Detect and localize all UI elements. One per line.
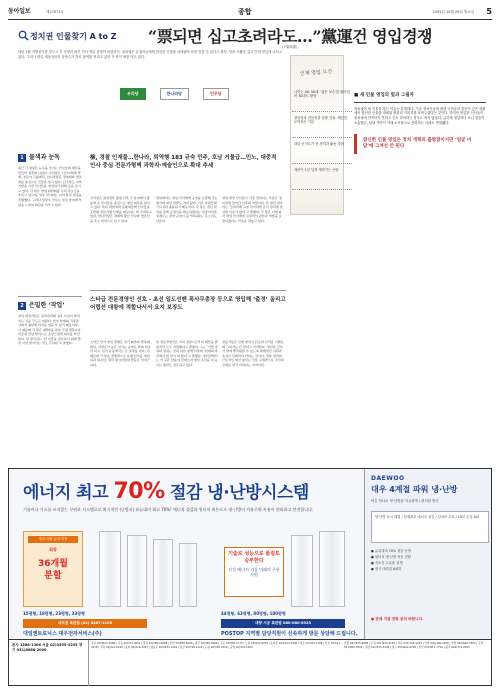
- lede-paragraph: 내년 5월 지방선거를 앞두고 각 정당의 외부 인사 영입 경쟁이 치열하다. 정치권은 유권자들에게 참신한 인물을 내세워야 표를 얻을 수 있다고 판단, 당의 사활을 걸고 인재 영입에 나서고 있다. 그러나 영입 대상자들의 상당수가 정치 참여를 꺼리고 있어 각 당이 애를 먹고 있다.: [18, 50, 282, 59]
- ad-badge: [224, 547, 284, 597]
- aircon-unit-image: [319, 531, 345, 607]
- bullet-item: ● 유류대비 70% 절감 난방: [371, 549, 411, 553]
- ad-right-contact: ● 판매 지점 전화 문의 바랍니다.: [371, 617, 424, 621]
- dealer-list-seoul: 강남 02)3461-5588 | 강동 02)474-0052 | 강서 02)2662-0888 | 관악 02)888-8280 | 광진 02)456-0066 | 구로 02)856-2770 | 노원 02)932-6700 | 동대문 02)2212-3300 | 마포 02)323-7788 | 서초 02)521-4478 | 성북 02)921-0040 | 송파 02)416-4433 | 영등포 02)2633-1101 | 용산 02)798-1220 | 은평 02)356-2500 | 중랑 02)432-1500: [91, 642, 341, 649]
- page-number: 5: [486, 7, 492, 16]
- ad-right-panel: [364, 469, 492, 640]
- tip-item: 참신성과 전문성을 갖춘 인물. 깨끗한 도덕성은 기본: [292, 112, 352, 138]
- article-2-title: 은밀한 ‘작업’: [29, 302, 65, 309]
- dealer-directory: [8, 640, 492, 686]
- promo-box: [23, 531, 83, 607]
- party-logos: [120, 88, 229, 100]
- divider: [90, 290, 286, 291]
- column-2-body-1: 우리당은 참여정부 출범 이후 각 분야에서 활동해 온 인사들을 중심으로 영입 대상을 넓히고 있다. 특히 과학계와 문화예술계 인사들을 포함해 전문가형 인재를 확보하는 데 주력하고 있다. 한나라당은 경제계 출신 인사와 법조인을 주요 대상으로 삼고 있다.: [90, 196, 152, 223]
- article-1-body: 최근 각 정당은 눈독을 들이는 인사들의 명단을 만들어 접촉에 나섰다. 우리당은 시민사회와 학계, 전문가 그룹에서, 한나라당은 경제계와 법조계를 중심으로 인물을 찾고 있다. 민주당도 지역 기반을 가진 인사들을 영입하기 위해 공을 들이고 있다. 각 당은 영입 위원회를 꾸려 후보군을 추리고 있으며, 일부 인사와는 이미 물밑 접촉을 진행했다. 그러나 상당수 인사는 정치 참여에 부담을 느끼며 확답을 미루고 있다.: [18, 166, 82, 207]
- middle-headline-1: 檢, 경찰 인재풀…한나라, 퇴역행 183 규숙 민주, 호남 거물급…민노, 대중적 인사 중심 전문가형벽 과학자·예술인으로 확대 추세: [90, 155, 277, 170]
- company-left: 대일엔트로닉스 대우전자서비스(주): [23, 631, 102, 637]
- article-1-title: 물색과 눈독: [29, 154, 61, 161]
- company-right: POSTOP 지역별 담당직원이 신속하게 방문 상담해 드립니다.: [221, 631, 358, 637]
- article-2-number: 2: [18, 302, 26, 310]
- ad-badge-line-2: 선진 에너지 기술 미래의 무한 자원: [228, 566, 280, 577]
- article-1-heading: [18, 154, 60, 162]
- tip-item: 재산이 1년 일정 재력가는 곤란: [292, 164, 352, 190]
- unit-sizes-right: 44평형, 63평형, 80평형, 100평형: [221, 611, 286, 616]
- ad-right-subtitle: 버튼 하나로 냉·난방을 자유롭게 / 편리한 방식: [371, 499, 439, 503]
- middle-headline-2: 스타급 전문경영인 선호 - 초선 일도선벤 폭사무총장 등으로 영입해 ‘출정’ 올리고 어렵선 대왕에 적합나서서 요지 보장도: [90, 297, 286, 312]
- column-2-body-2: 스타급 인사 영입 경쟁은 선거 때마다 반복돼 왔다. 지명도가 높은 인사는 곧바로 당의 얼굴이 되고, 선거 운동에서도 큰 효과를 낸다. 이 때문에 각 당은 경쟁적으로 유명 인사를 영입하려 하지만, 정작 당사자들의 반응은 미지근하다.: [90, 340, 151, 367]
- unit-sizes-left: 15평형, 18평형, 23평형, 33평형: [23, 611, 85, 616]
- bullet-item: ● 원터치 냉·난방 자동 전환: [371, 554, 411, 559]
- head-office-contact: 본사 1588-1366 서울 02)3555-3255 경기 031)8888-2000: [9, 640, 89, 686]
- tip-item: 나이는 40, 50대. '젊은 보수'를 뛰어넘어 30대도 환영: [292, 86, 352, 112]
- aircon-unit-image: [291, 535, 313, 607]
- party-logo-hannara: 한나라당: [160, 88, 189, 100]
- ad-badge-line-1: 기술로 성능으로 품질로 승부한다: [228, 551, 280, 564]
- edition: 제27873호: [46, 10, 64, 14]
- party-logo-minju: 민주당: [203, 88, 229, 100]
- column-3-body-2: 한 전문경영인은 여러 정당으로부터 제안을 받았지만 모두 거절했다고 밝혔다. 그는 ‘기업 경영과 정치는 전혀 다른 영역’이라며 ‘현재의 자리에서 할 일이 더 많다’고 말했다. 정치권에서는 이 같은 반응이 잇따르자 영입 조건을 더 높이는 방안도 검토하고 있다.: [156, 340, 218, 367]
- promo-line-3: 분할: [44, 571, 62, 582]
- promo-line-1: 최장: [49, 546, 57, 552]
- ad-subtitle: 기름이나 가스를 쓰지않는 무연료 시스템으로 획기적인 (난방시) 유류대비 최고 70%! 에너지 절감과 원터치 버튼으로 냉·난방이 자유로워 사용이 편리하고 안전합니다.: [23, 507, 314, 512]
- column-4-body-1: 영입 대상 인사들이 가장 망설이는 부분은 정치권에 들어간 이후의 역할이다. 한 영입 대상자는 ‘들러리에 그칠 것이라면 굳이 정치에 참여할 이유가 없다’고 말했다. 각 당은 이에 따라 영입 인사에게 실질적인 권한과 역할을 보장하겠다는 약속을 내놓고 있다.: [222, 196, 283, 223]
- sidebar-handwritten-title: 인재 영입 요건: [299, 68, 333, 78]
- pull-quote: 참신한 인물 영입은 정치 개혁의 출발점이지만 ‘얼굴 마담’에 그쳐선 안 된다: [354, 134, 486, 155]
- dealer-list-regional: 인천 032)555-8989 | 수원 031)234-5555 | 성남 031)754-1234 | 안양 031)446-2200 | 부천 032)666-3300 | 고양 031)905-5500 | 대전 042)525-3300 | 대구 053)622-8200 | 부산 051)811-7700 | 광주 062)374-6500: [344, 642, 484, 649]
- ad-title: [23, 477, 309, 507]
- promo-tag: 정부지원 금리적용: [28, 536, 78, 543]
- phone-right[interactable]: 대량 시공 특판팀 080-080-0923: [221, 619, 345, 628]
- sidebar-body: 정치권이 새 인물을 찾는 이유는 분명하다. 기존 정치인들에 대한 국민들의 불신이 깊은 상황에서 참신한 인물을 내세워 변화의 이미지를 보여주겠다는 것이다. 하지만 영입된 인사들이 정치권에 안착하지 못하고 중도 하차하는 경우도 적지 않았다. 급하게 영입하다 보니 검증이 소홀했고, 당내 기반이 약해 소모품으로 전락하는 사례도 반복됐다.: [354, 106, 486, 125]
- date-line: 2005년 10월 26일 월요일: [432, 10, 474, 14]
- brand-logo: DAEWOO: [371, 475, 405, 482]
- aircon-unit-image: [179, 543, 197, 607]
- party-logo-uri: 우리당: [120, 88, 146, 100]
- tip-list: [292, 86, 352, 190]
- article-2-body: 영입 대상자들은 정치권과의 접촉 사실이 알려지는 것을 극도로 꺼린다. 자칫 현재의 직장과 사회적 평판에 타격을 입을 수 있기 때문이다. 이 때문에 각 당은 제3자를 통한 간접 접촉이나 비공개 만남 방식으로 조심스럽게 의사를 타진한다. 한 당직자는 ‘한 사람을 설득하기 위해 열 번 이상 찾아가는 일도 흔하다’고 말했다.: [18, 314, 81, 346]
- article-2-heading: [18, 302, 65, 310]
- ad-right-bullets: [371, 549, 489, 573]
- ad-title-post: 절감 냉·난방시스템: [170, 483, 309, 503]
- tip-item: 대중 인지도가 큰 경력과 활동 경험: [292, 138, 352, 164]
- ad-title-percent: 70%: [113, 479, 165, 504]
- promo-line-2: 36개월: [38, 559, 68, 570]
- advertisement: [8, 468, 492, 640]
- divider: [18, 296, 82, 297]
- bullet-item: ● 전국 대리점 A/S망: [371, 566, 402, 571]
- sidebar-box-title: ■ 새 인물 영입의 빛과 그림자: [354, 93, 486, 103]
- ad-right-box: 냉·난방 동시 해결 / 업계최초 에너지 절감 / 설치비 무료 / 10년 무상 A/S: [371, 511, 489, 543]
- ad-title-pre: 에너지 최고: [23, 483, 109, 503]
- section-title: 종합: [238, 8, 252, 16]
- column-4-body-2: 전문가들은 인재 영입이 단순한 선거용 이벤트에 그쳐서는 안 된다고 지적한다. 영입한 인사가 당에 뿌리내릴 수 있도록 체계적인 지원과 육성이 뒤따라야 한다는 것이다. 정당 정치의 근본적인 혁신 없이는 인물 교체만으로 국민의 신뢰를 얻기 어렵다는 지적이다.: [222, 340, 284, 367]
- sidebar-column: [354, 93, 486, 154]
- page-headline: “票되면 십고초려라도…”黨運건 영입경쟁: [148, 27, 432, 46]
- aircon-unit-image: [127, 535, 147, 607]
- paper-name: 동아일보: [8, 8, 31, 15]
- series-tag: 정치권 인물찾기 A to Z: [30, 32, 117, 41]
- masthead: [8, 8, 492, 20]
- phone-left[interactable]: 대리점 특판팀 (02) 3487-2105: [23, 619, 147, 628]
- article-1-number: 1: [18, 154, 26, 162]
- aircon-unit-image: [99, 531, 121, 607]
- headline-gloss: (十顧草廬): [282, 45, 298, 49]
- aircon-unit-image: [153, 539, 173, 607]
- bullet-item: ● 저소음 고효율 설계: [371, 560, 403, 565]
- column-3-body-1: 당내에서는 영입 인사에게 공천을 보장해 주는 방식에 대한 반발도 적지 않다. 기존 당원들의 기득권과 충돌하기 때문이다. 각 당은 경선 절차를 통해 공정성을 확보하겠다는 입장이지만, 실제로는 전략 공천이 불가피하다는 목소리도 나온다.: [156, 196, 218, 223]
- ad-left-panel: [9, 469, 364, 640]
- magnifier-icon: [18, 30, 29, 41]
- ad-right-title: 대우 4계절 파워 냉·난방: [371, 485, 458, 494]
